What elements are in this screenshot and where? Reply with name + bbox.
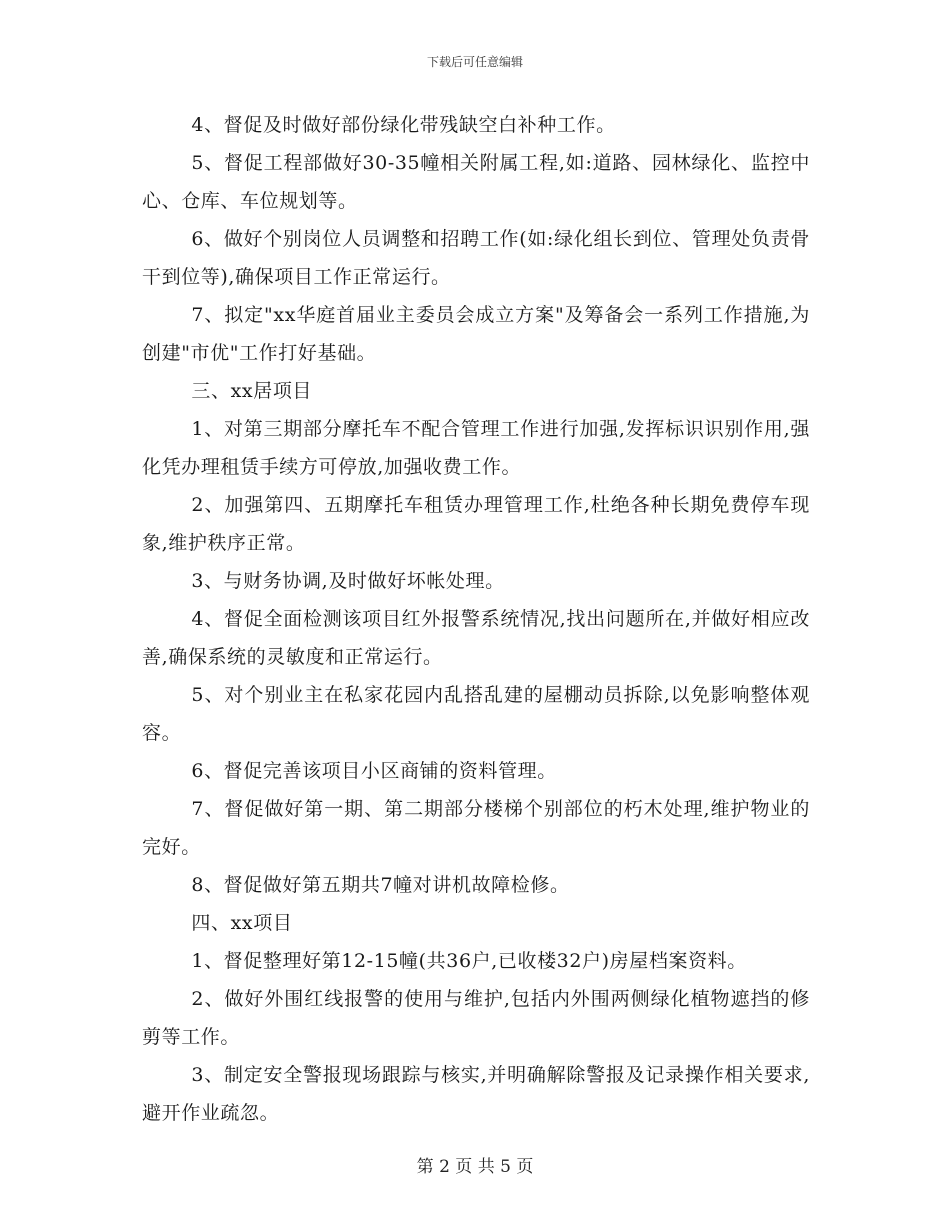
paragraph: 6、督促完善该项目小区商铺的资料管理。 xyxy=(191,760,557,782)
paragraph: 3、与财务协调,及时做好坏帐处理。 xyxy=(191,570,505,592)
paragraph: 4、督促及时做好部份绿化带残缺空白补种工作。 xyxy=(191,114,616,136)
paragraph: 1、对第三期部分摩托车不配合管理工作进行加强,发挥标识识别作用,强化凭办理租赁手续方可停放,加强收费工作。 xyxy=(142,418,810,478)
section-heading: 四、xx项目 xyxy=(191,912,293,934)
paragraph: 5、督促工程部做好30-35幢相关附属工程,如:道路、园林绿化、监控中心、仓库、车位规划等。 xyxy=(142,152,810,212)
section-heading: 三、xx居项目 xyxy=(191,380,313,402)
paragraph: 2、加强第四、五期摩托车租赁办理管理工作,杜绝各种长期免费停车现象,维护秩序正常。 xyxy=(142,494,810,554)
paragraph: 8、督促做好第五期共7幢对讲机故障检修。 xyxy=(191,874,570,896)
paragraph: 3、制定安全警报现场跟踪与核实,并明确解除警报及记录操作相关要求,避开作业疏忽。 xyxy=(142,1064,810,1124)
paragraph: 4、督促全面检测该项目红外报警系统情况,找出问题所在,并做好相应改善,确保系统的灵敏度和正常运行。 xyxy=(142,608,810,668)
page-header: 下载后可任意编辑 xyxy=(426,55,523,69)
paragraph: 6、做好个别岗位人员调整和招聘工作(如:绿化组长到位、管理处负责骨干到位等),确保项目工作正常运行。 xyxy=(142,228,810,288)
paragraph: 1、督促整理好第12-15幢(共36户,已收楼32户)房屋档案资料。 xyxy=(191,950,747,972)
document-body xyxy=(142,106,810,1132)
paragraph: 2、做好外围红线报警的使用与维护,包括内外围两侧绿化植物遮挡的修剪等工作。 xyxy=(142,988,810,1048)
page-number-footer: 第 2 页 共 5 页 xyxy=(416,1157,534,1177)
paragraph: 7、拟定"xx华庭首届业主委员会成立方案"及筹备会一系列工作措施,为创建"市优"工作打好基础。 xyxy=(142,304,810,364)
paragraph: 5、对个别业主在私家花园内乱搭乱建的屋棚动员拆除,以免影响整体观容。 xyxy=(142,684,810,744)
paragraph: 7、督促做好第一期、第二期部分楼梯个别部位的朽木处理,维护物业的完好。 xyxy=(142,798,810,858)
